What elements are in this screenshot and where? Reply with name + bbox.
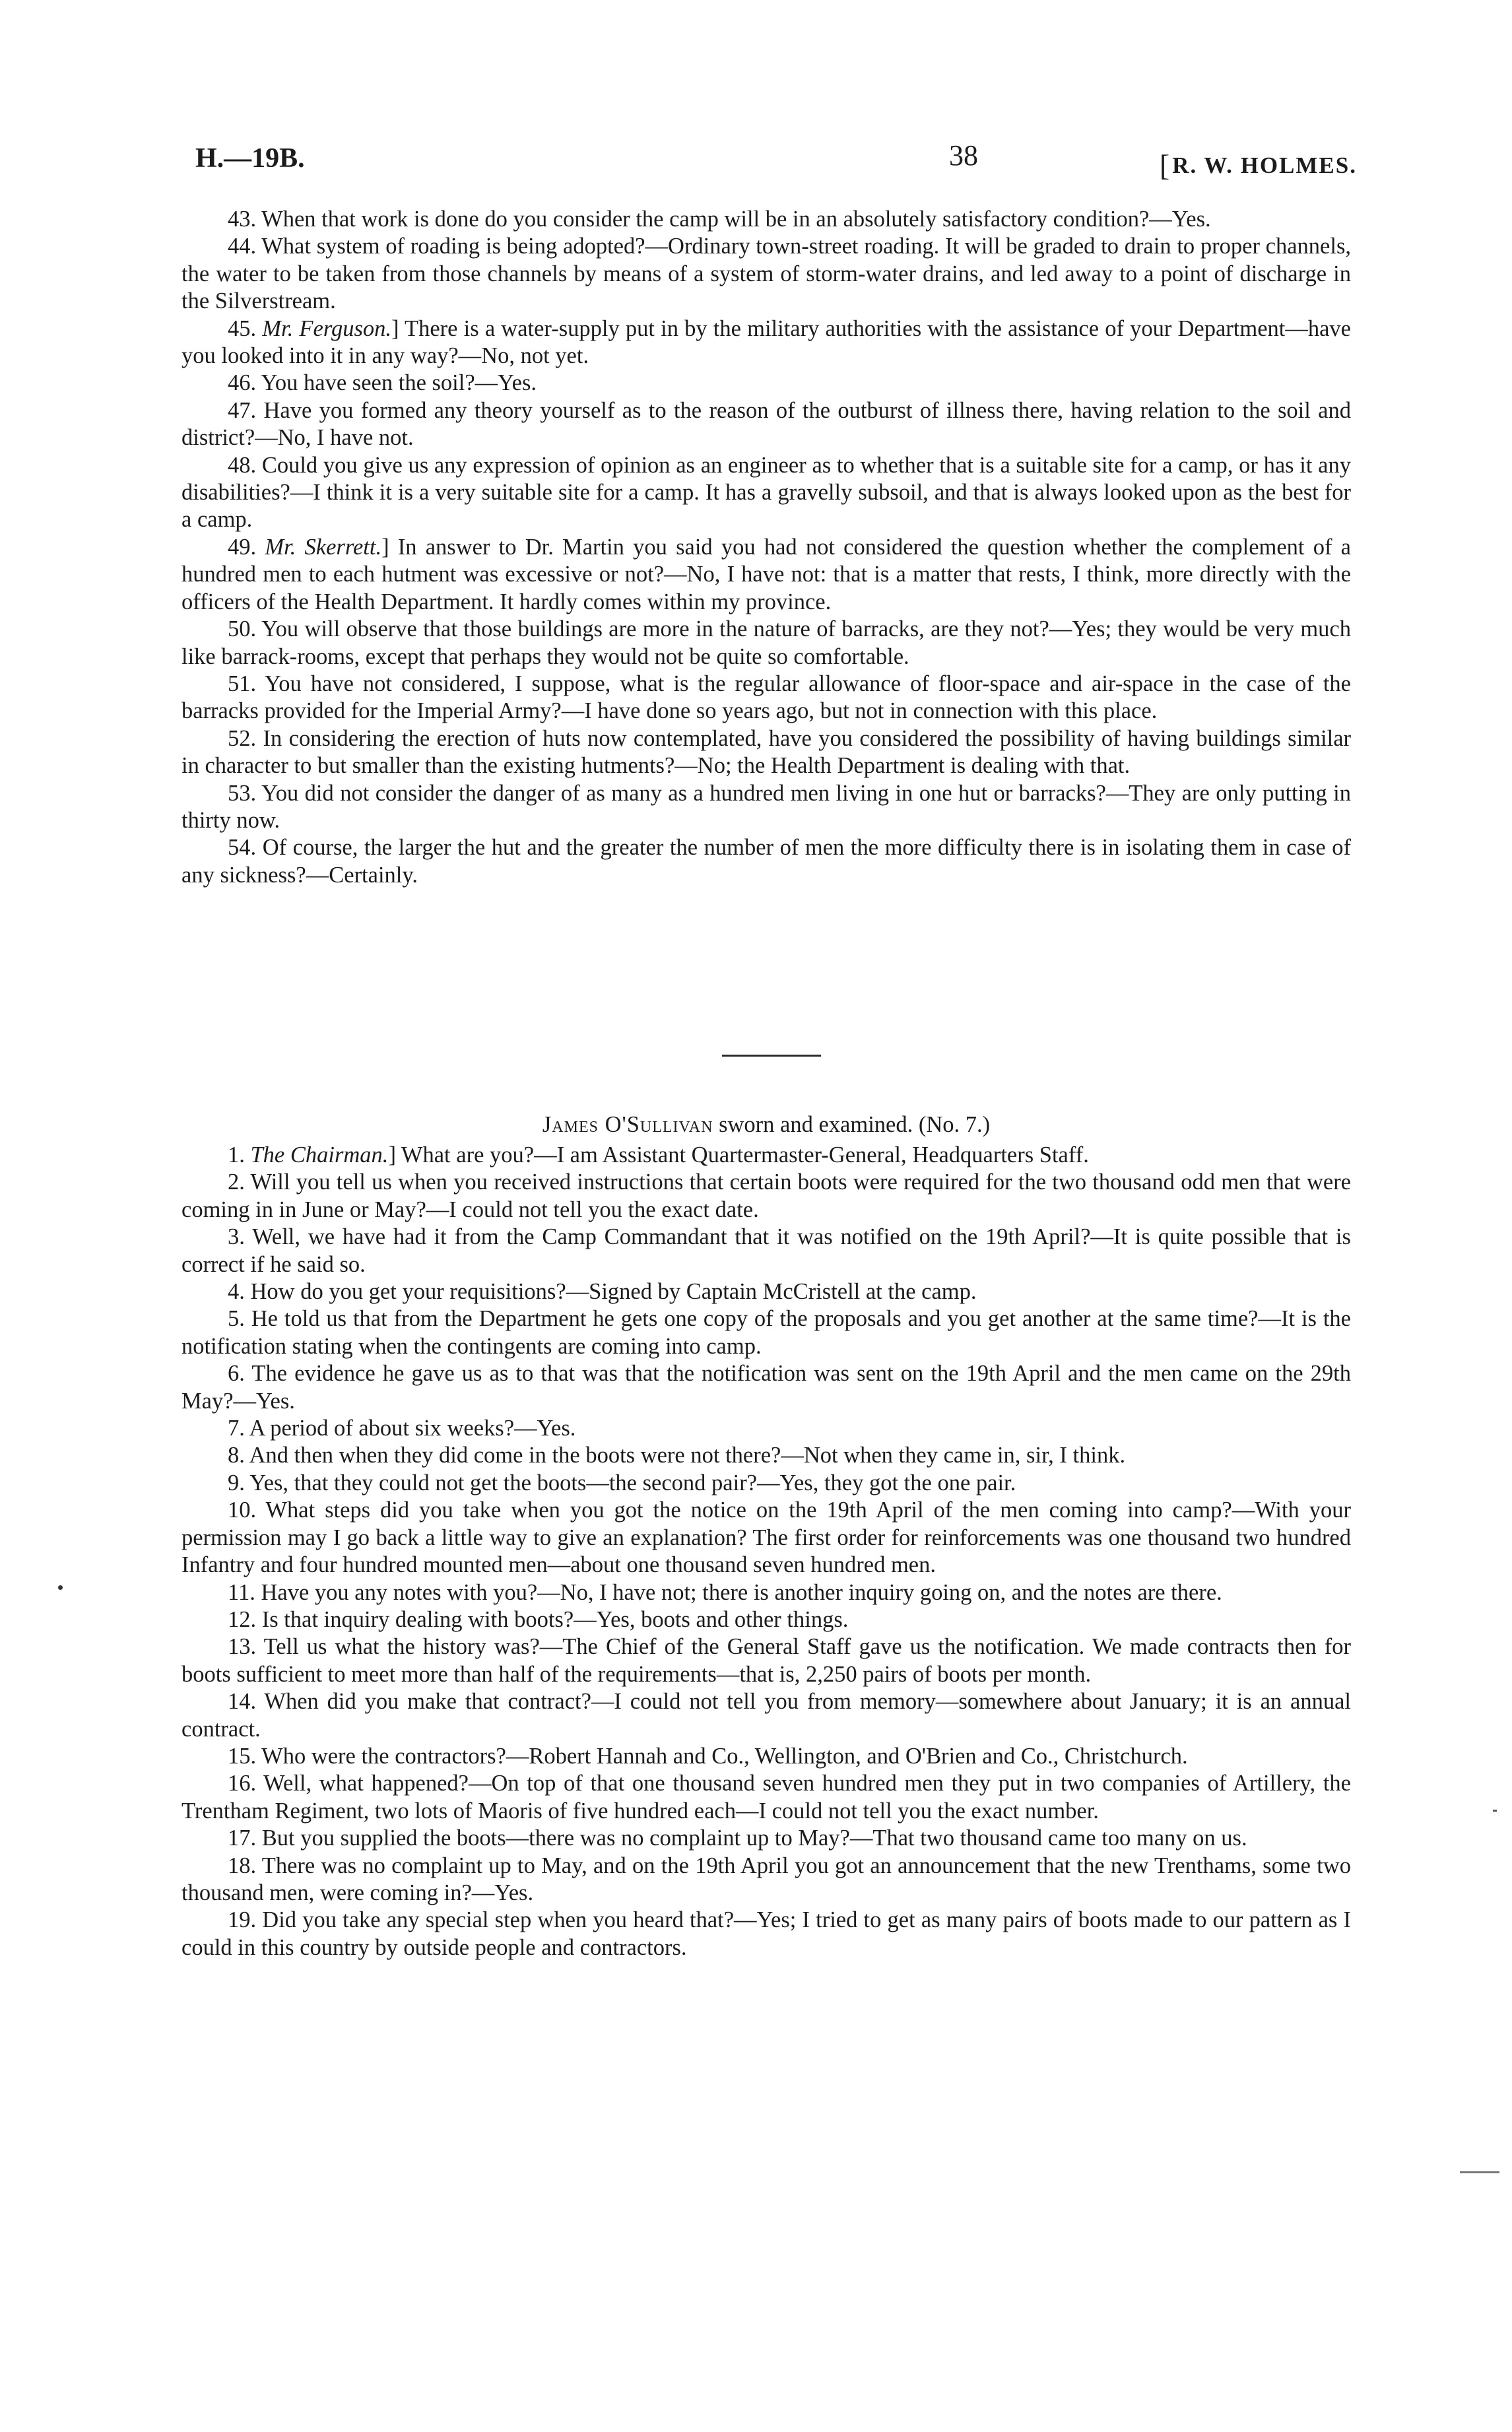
page-header: [195, 137, 1357, 182]
speaker-name: The Chairman.: [250, 1142, 389, 1167]
speaker-name: Mr. Ferguson.: [262, 315, 392, 341]
scan-speck: [58, 1585, 63, 1590]
question-paragraph: 47. Have you formed any theory yourself as to the reason of the outburst of illness there, having relation to the soil and district?—No, I have not.: [181, 397, 1351, 451]
question-paragraph: 12. Is that inquiry dealing with boots?—Yes, boots and other things.: [228, 1606, 849, 1632]
witness-heading-rest: sworn and examined. (No. 7.): [713, 1112, 991, 1137]
question-paragraph: 54. Of course, the larger the hut and the greater the number of men the more difficulty there is in isolating them in case of any sickness?—Certainly.: [181, 835, 1351, 888]
question-paragraph: 13. Tell us what the history was?—The Chief of the General Staff gave us the notification. We made contracts then for boots sufficient to meet more than half of the requirements—that is, 2,250 pairs of boots per month.: [181, 1634, 1351, 1687]
question-paragraph: 16. Well, what happened?—On top of that one thousand seven hundred men they put in two companies of Artillery, the Trentham Regiment, two lots of Maoris of five hundred each—I could not tell you the exact number.: [181, 1771, 1351, 1824]
running-head-witness-text: R. W. HOLMES.: [1172, 152, 1357, 178]
question-paragraph: 1. The Chairman.] What are you?—I am Assistant Quartermaster-General, Headquarters Staff.: [228, 1142, 1089, 1167]
speaker-name: Mr. Skerrett.: [265, 534, 382, 560]
question-paragraph: 50. You will observe that those buildings are more in the nature of barracks, are they not?—Yes; they would be very much like barrack-rooms, except that perhaps they would not be quite so comfortable.: [181, 616, 1351, 669]
scan-speck: [1493, 1810, 1497, 1812]
question-paragraph: 48. Could you give us any expression of opinion as an engineer as to whether that is a suitable site for a camp, or has it any disabilities?—I think it is a very suitable site for a camp. It has a gravelly subsoil, and that is always looked upon as the best for a camp.: [181, 452, 1351, 533]
question-paragraph: 11. Have you any notes with you?—No, I have not; there is another inquiry going on, and the notes are there.: [228, 1579, 1222, 1605]
question-paragraph: 15. Who were the contractors?—Robert Hannah and Co., Wellington, and O'Brien and Co., Christchurch.: [228, 1743, 1188, 1769]
question-paragraph: 45. Mr. Ferguson.] There is a water-supply put in by the military authorities with the assistance of your Department—have you looked into it in any way?—No, not yet.: [181, 315, 1351, 369]
paper-reference: H.—19B.: [195, 143, 305, 174]
question-paragraph: 9. Yes, that they could not get the boots—the second pair?—Yes, they got the one pair.: [228, 1470, 1016, 1495]
question-paragraph: 5. He told us that from the Department he gets one copy of the proposals and you get another at the same time?—It is the notification stating when the contingents are coming into camp.: [181, 1306, 1351, 1359]
question-paragraph: 10. What steps did you take when you got the notice on the 19th April of the men coming into camp?—With your permission may I go back a little way to give an explanation? The first order for reinforcements was one thousand two hundred Infantry and four hundred mounted men—about one thousand seven hundred men.: [181, 1497, 1351, 1578]
question-paragraph: 17. But you supplied the boots—there was no complaint up to May?—That two thousand came too many on us.: [228, 1825, 1247, 1851]
question-paragraph: 19. Did you take any special step when you heard that?—Yes; I tried to get as many pairs of boots made to our pattern as I could in this country by outside people and contractors.: [181, 1907, 1351, 1960]
question-paragraph: 3. Well, we have had it from the Camp Commandant that it was notified on the 19th April?—It is quite possible that is correct if he said so.: [181, 1224, 1351, 1277]
section-divider: [722, 1055, 821, 1057]
question-paragraph: 52. In considering the erection of huts now contemplated, have you considered the possibility of having buildings similar in character to but smaller than the existing hutments?—No; the Health Department is dealing with that.: [181, 725, 1351, 779]
question-paragraph: 43. When that work is done do you consider the camp will be in an absolutely satisfactory condition?—Yes.: [228, 207, 1211, 232]
question-paragraph: 14. When did you make that contract?—I could not tell you from memory—somewhere about January; it is an annual contract.: [181, 1689, 1351, 1742]
question-paragraph: 2. Will you tell us when you received instructions that certain boots were required for the two thousand odd men that were coming in in June or May?—I could not tell you the exact date.: [181, 1169, 1351, 1222]
witness-name: James O'Sullivan: [542, 1112, 713, 1137]
question-paragraph: 6. The evidence he gave us as to that was that the notification was sent on the 19th April and the men came on the 29th May?—Yes.: [181, 1361, 1351, 1414]
question-paragraph: 51. You have not considered, I suppose, what is the regular allowance of floor-space and air-space in the case of the barracks provided for the Imperial Army?—I have done so years ago, but not in connection with this place.: [181, 671, 1351, 724]
page-number: 38: [949, 139, 978, 172]
question-paragraph: 7. A period of about six weeks?—Yes.: [228, 1416, 576, 1441]
question-paragraph: 4. How do you get your requisitions?—Signed by Captain McCristell at the camp.: [228, 1279, 977, 1305]
question-paragraph: 53. You did not consider the danger of as many as a hundred men living in one hut or barracks?—They are only putting in thirty now.: [181, 780, 1351, 833]
question-paragraph: 18. There was no complaint up to May, and on the 19th April you got an announcement that the new Trenthams, some two thousand men, were coming in?—Yes.: [181, 1853, 1351, 1905]
question-paragraph: 49. Mr. Skerrett.] In answer to Dr. Martin you said you had not considered the question whether the complement of a hundred men to each hutment was excessive or not?—No, I have not: that is a matter that rests, I think, more directly with the officers of the Health Department. It hardly comes within my province.: [181, 534, 1351, 614]
question-paragraph: 44. What system of roading is being adopted?—Ordinary town-street roading. It will be graded to drain to proper channels, the water to be taken from those channels by means of a system of storm-water drains, and led away to a point of discharge in the Silverstream.: [181, 234, 1351, 314]
running-head-witness: [R. W. HOLMES.: [1159, 148, 1357, 182]
question-paragraph: 46. You have seen the soil?—Yes.: [228, 370, 537, 396]
evidence-section-holmes: [181, 206, 1351, 889]
question-paragraph: 8. And then when they did come in the boots were not there?—Not when they came in, sir, I think.: [228, 1443, 1126, 1468]
evidence-section-osullivan: [181, 1142, 1351, 1961]
witness-heading: [181, 1111, 1351, 1138]
scan-mark: [1460, 2171, 1499, 2173]
